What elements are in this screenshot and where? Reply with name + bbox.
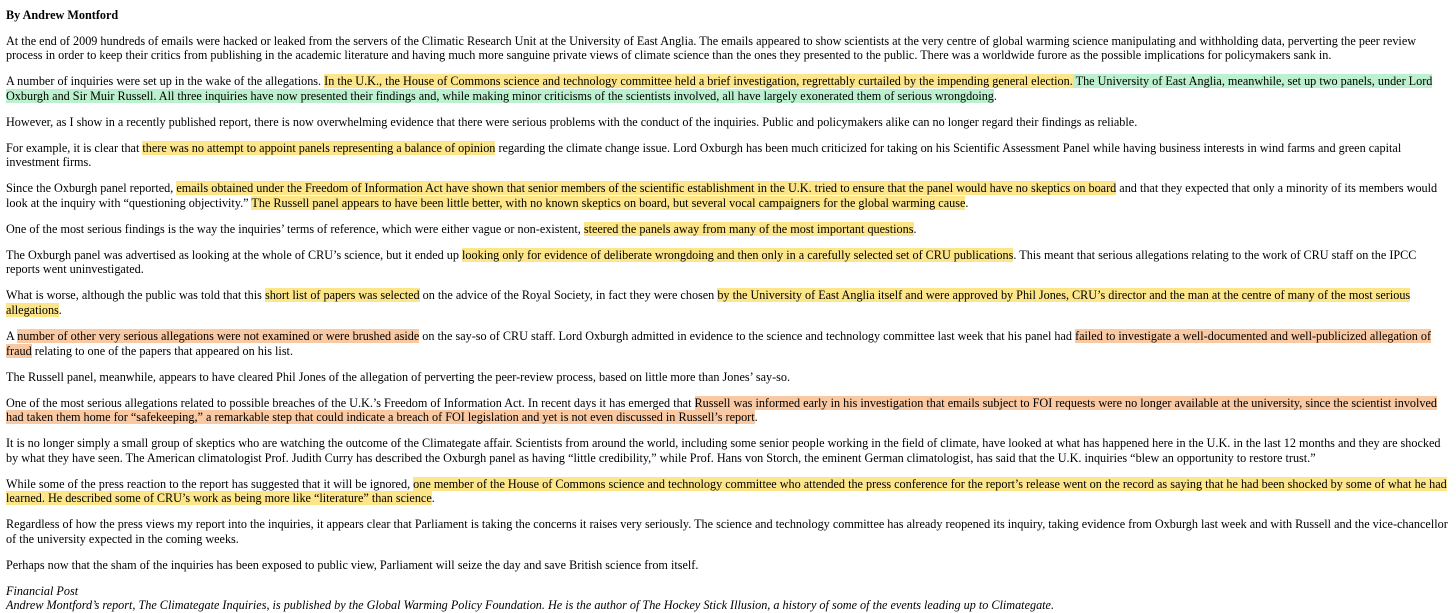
paragraph	[6, 141, 1450, 170]
highlighted-text: number of other very serious allegations were not examined or were brushed aside	[17, 329, 420, 344]
highlighted-text: Russell was informed early in his investigation that emails subject to FOI requests were no longer available at the university, since the scientist involved had taken them home for “safekeeping,” a remarkable step that could indicate a breach of FOI legislation and yet is not even discussed in Russell’s report	[6, 395, 1437, 425]
text-segment: relating to one of the papers that appeared on his list.	[31, 343, 293, 358]
footer-source: Financial Post	[6, 583, 79, 598]
text-segment: .	[913, 221, 917, 236]
footer	[6, 584, 1450, 613]
text-segment: .	[993, 88, 997, 103]
byline: By Andrew Montford	[6, 8, 119, 22]
text-segment: . This meant that serious allegations relating to the work of CRU staff on the IPCC reports went uninvestigated.	[6, 247, 1417, 277]
text-segment: However, as I show in a recently published report, there is now overwhelming evidence that there were serious problems with the conduct of the inquiries. Public and policymakers alike can no longer regard their findings as reliable.	[6, 114, 1138, 129]
paragraph	[6, 34, 1450, 63]
paragraph	[6, 396, 1450, 425]
text-segment: Since the Oxburgh panel reported,	[6, 181, 177, 196]
text-segment: It is no longer simply a small group of skeptics who are watching the outcome of the Climategate affair. Scientists from around the world, including some senior people working in the field of climate, have looked at what has happened here in the U.K. in the last 12 months and they are shocked by what they have seen. The American climatologist Prof. Judith Curry has described the Oxburgh panel as having “little credibility,” while Prof. Hans von Storch, the eminent German climatologist, has said that the U.K. inquiries “blew an opportunity to restore trust.”	[6, 436, 1441, 465]
highlighted-text: failed to investigate a well-documented and well-publicized allegation of fraud	[6, 329, 1432, 358]
highlighted-text: emails obtained under the Freedom of Information Act have shown that senior members of the scientific establishment in the U.K. tried to ensure that the panel would have no skeptics on board	[176, 181, 1117, 196]
text-segment: What is worse, although the public was told that this	[6, 288, 265, 303]
paragraph	[6, 558, 1450, 573]
text-segment: At the end of 2009 hundreds of emails were hacked or leaked from the servers of the Climatic Research Unit at the University of East Anglia. The emails appeared to show scientists at the very centre of global warming science manipulating and withholding data, perverting the peer review process in order to keep their critics from publishing in the academic literature and having much more sanguine private views of climate science than the ones they presented to the public. There was a worldwide furore as the possible implications for policymakers sank in.	[6, 33, 1417, 63]
paragraph	[6, 288, 1450, 317]
paragraph	[6, 370, 1450, 385]
text-segment: A	[6, 329, 18, 344]
highlighted-text: by the University of East Anglia itself and were approved by Phil Jones, CRU’s director and the man at the centre of many of the most serious allegations	[6, 288, 1411, 318]
highlighted-text: one member of the House of Commons science and technology committee who attended the press conference for the report’s release went on the record as saying that he had been shocked by some of what he had learned. He described some of CRU’s work as being more like “literature” than science	[6, 476, 1447, 506]
paragraph	[6, 181, 1450, 210]
text-segment: Perhaps now that the sham of the inquiries has been exposed to public view, Parliament will seize the day and save British science from itself.	[6, 557, 699, 572]
paragraph	[6, 222, 1450, 237]
article-body	[6, 34, 1450, 573]
text-segment: on the say-so of CRU staff. Lord Oxburgh admitted in evidence to the science and technology committee last week that his panel had	[419, 329, 1076, 344]
highlighted-text: The University of East Anglia, meanwhile, set up two panels, under Lord Oxburgh and Sir Muir Russell. All three inquiries have now presented their findings and, while making minor criticisms of the scientists involved, all have largely exonerated them of serious wrongdoing	[6, 74, 1433, 103]
text-segment: .	[431, 491, 435, 506]
highlighted-text: In the U.K., the House of Commons science and technology committee held a brief investigation, regrettably curtailed by the impending general election.	[324, 74, 1073, 89]
text-segment: .	[58, 303, 62, 318]
text-segment: on the advice of the Royal Society, in fact they were chosen	[419, 288, 718, 303]
text-segment: For example, it is clear that	[6, 140, 143, 155]
text-segment: A number of inquiries were set up in the wake of the allegations.	[6, 74, 325, 89]
paragraph	[6, 329, 1450, 358]
highlighted-text: looking only for evidence of deliberate wrongdoing and then only in a carefully selected set of CRU publications	[462, 247, 1014, 262]
text-segment: One of the most serious findings is the way the inquiries’ terms of reference, which were either vague or non-existent,	[6, 221, 584, 236]
text-segment: regarding the climate change issue. Lord Oxburgh has been much criticized for taking on his Scientific Assessment Panel while having business interests in wind farms and green capital investment firms.	[6, 140, 1402, 170]
highlighted-text: steered the panels away from many of the most important questions	[583, 221, 914, 236]
highlighted-text: there was no attempt to appoint panels representing a balance of opinion	[142, 140, 496, 155]
article	[6, 8, 1450, 613]
text-segment: and that they expected that only a minority of its members would look at the inquiry with “questioning objectivity.”	[6, 181, 1438, 210]
text-segment: Regardless of how the press views my report into the inquiries, it appears clear that Parliament is taking the concerns it raises very seriously. The science and technology committee has already reopened its inquiry, taking evidence from Oxburgh last week and with Russell and the vice-chancellor of the university expected in the coming weeks.	[6, 517, 1448, 546]
text-segment: The Oxburgh panel was advertised as looking at the whole of CRU’s science, but it ended up	[6, 247, 463, 262]
text-segment: .	[965, 195, 969, 210]
paragraph	[6, 436, 1450, 465]
paragraph	[6, 477, 1450, 506]
highlighted-text: The Russell panel appears to have been little better, with no known skeptics on board, but several vocal campaigners for the global warming cause	[251, 195, 966, 210]
paragraph	[6, 115, 1450, 130]
paragraph	[6, 248, 1450, 277]
paragraph	[6, 517, 1450, 546]
text-segment: The Russell panel, meanwhile, appears to have cleared Phil Jones of the allegation of perverting the peer-review process, based on little more than Jones’ say-so.	[6, 369, 791, 384]
footer-note: Andrew Montford’s report, The Climategate Inquiries, is published by the Global Warming Policy Foundation. He is the author of The Hockey Stick Illusion, a history of some of the events leading up to Climategate.	[6, 598, 1055, 613]
paragraph	[6, 74, 1450, 103]
text-segment: While some of the press reaction to the report has suggested that it will be ignored,	[6, 476, 414, 491]
highlighted-text: short list of papers was selected	[264, 288, 420, 303]
text-segment: .	[754, 410, 758, 425]
text-segment: One of the most serious allegations related to possible breaches of the U.K.’s Freedom of Information Act. In recent days it has emerged that	[6, 395, 695, 410]
